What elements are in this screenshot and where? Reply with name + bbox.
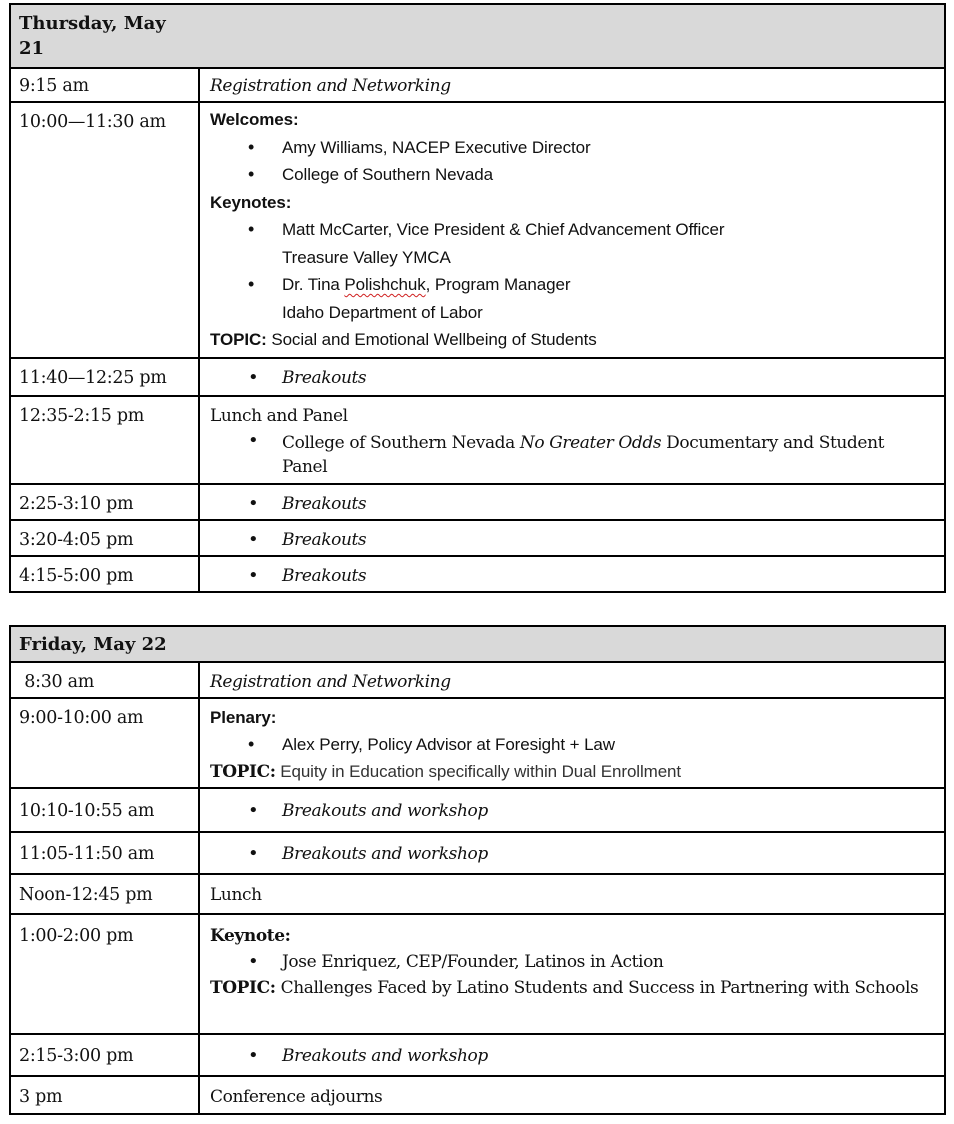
table-row <box>11 101 944 357</box>
welcomes-label: Welcomes: <box>210 110 299 129</box>
table-row <box>11 555 944 591</box>
content-cell <box>200 833 944 873</box>
table-row <box>11 697 944 787</box>
speaker-org: Idaho Department of Labor <box>282 302 483 322</box>
topic-label: TOPIC: <box>210 762 276 782</box>
content-cell <box>200 915 944 1033</box>
list-item: • Alex Perry, Policy Advisor at Foresight + Law <box>210 731 934 758</box>
time-cell: 2:15-3:00 pm <box>11 1035 200 1075</box>
content-cell <box>200 699 944 787</box>
time-cell: 11:40—12:25 pm <box>11 359 200 395</box>
table-row <box>11 67 944 101</box>
documentary-title: No Greater Odds <box>519 433 662 453</box>
session-heading: Lunch and Panel <box>210 406 348 426</box>
time-cell: 10:00—11:30 am <box>11 103 200 357</box>
table-row <box>11 831 944 873</box>
table-row <box>11 913 944 1033</box>
bullet-text: College of Southern Nevada <box>282 433 520 453</box>
time-cell: 9:00-10:00 am <box>11 699 200 787</box>
speaker-role: , Program Manager <box>425 275 571 294</box>
list-item <box>210 429 934 479</box>
friday-schedule-table <box>9 625 946 1115</box>
content-cell: Lunch <box>210 885 262 905</box>
bullet-text: Documentary and Student Panel <box>282 433 885 477</box>
table-row <box>11 1075 944 1113</box>
keynotes-label: Keynotes: <box>210 192 292 212</box>
time-cell: 11:05-11:50 am <box>11 833 200 873</box>
list-item: • Breakouts and workshop <box>210 798 934 824</box>
table-row <box>11 483 944 519</box>
topic-line <box>210 758 934 786</box>
thursday-schedule-table <box>9 3 946 593</box>
content-cell <box>200 521 944 555</box>
content-cell <box>200 103 944 357</box>
list-item: • Jose Enriquez, CEP/Founder, Latinos in Action <box>210 949 934 975</box>
keynote-label: Keynote: <box>210 926 291 946</box>
list-item: • Breakouts <box>210 563 934 589</box>
table-row <box>11 873 944 913</box>
list-item: • Breakouts <box>210 491 934 517</box>
time-cell: 10:10-10:55 am <box>11 789 200 831</box>
list-item: • Breakouts <box>210 527 934 553</box>
content-cell <box>200 485 944 519</box>
time-cell: 3:20-4:05 pm <box>11 521 200 555</box>
time-cell: 12:35-2:15 pm <box>11 397 200 483</box>
topic-text: Challenges Faced by Latino Students and Success in Partnering with Schools <box>275 978 919 998</box>
speaker-org: Treasure Valley YMCA <box>282 247 451 267</box>
speaker-line: • Matt McCarter, Vice President & Chief Advancement Officer <box>282 220 725 239</box>
content-cell <box>200 557 944 591</box>
keynotes-list <box>210 216 934 326</box>
speaker-name-pre: Dr. Tina <box>282 275 345 294</box>
topic-label: TOPIC: <box>210 330 267 349</box>
content-cell: Conference adjourns <box>210 1087 383 1107</box>
friday-title: Friday, May 22 <box>19 634 167 655</box>
table-row <box>11 1033 944 1075</box>
list-item: • Breakouts and workshop <box>210 1043 934 1069</box>
time-cell: 4:15-5:00 pm <box>11 557 200 591</box>
plenary-label: Plenary: <box>210 708 277 727</box>
topic-label: TOPIC: <box>210 978 276 998</box>
table-row <box>11 357 944 395</box>
table-row <box>11 787 944 831</box>
time-cell: Noon-12:45 pm <box>11 875 200 913</box>
thursday-header <box>11 5 944 67</box>
time-cell: 8:30 am <box>11 663 200 697</box>
friday-header <box>11 627 944 661</box>
list-item: • College of Southern Nevada <box>210 161 934 189</box>
content-cell <box>200 359 944 395</box>
table-row <box>11 661 944 697</box>
topic-text: Social and Emotional Wellbeing of Students <box>266 330 597 349</box>
speaker-line <box>282 271 934 299</box>
topic-text: Equity in Education specifically within Dual Enrollment <box>275 762 682 781</box>
list-item: • Breakouts <box>210 365 934 391</box>
list-item <box>210 271 934 326</box>
thursday-title-line2: 21 <box>19 38 45 59</box>
content-cell <box>200 1035 944 1075</box>
topic-line <box>210 326 934 354</box>
list-item: • Amy Williams, NACEP Executive Director <box>210 134 934 162</box>
table-row <box>11 519 944 555</box>
topic-line <box>210 975 934 1001</box>
time-cell: 2:25-3:10 pm <box>11 485 200 519</box>
content-cell <box>200 397 944 483</box>
list-item <box>210 216 934 271</box>
time-cell: 1:00-2:00 pm <box>11 915 200 1033</box>
welcomes-list <box>210 134 934 189</box>
content-cell: Registration and Networking <box>210 76 451 96</box>
content-cell <box>200 789 944 831</box>
spellcheck-flagged-word: Polishchuk <box>344 275 426 294</box>
table-row <box>11 395 944 483</box>
thursday-title <box>19 11 189 61</box>
list-item: • Breakouts and workshop <box>210 841 934 867</box>
time-cell: 3 pm <box>11 1077 200 1113</box>
thursday-title-line1: Thursday, May <box>19 13 166 34</box>
content-cell: Registration and Networking <box>210 672 451 692</box>
time-cell: 9:15 am <box>11 69 200 101</box>
